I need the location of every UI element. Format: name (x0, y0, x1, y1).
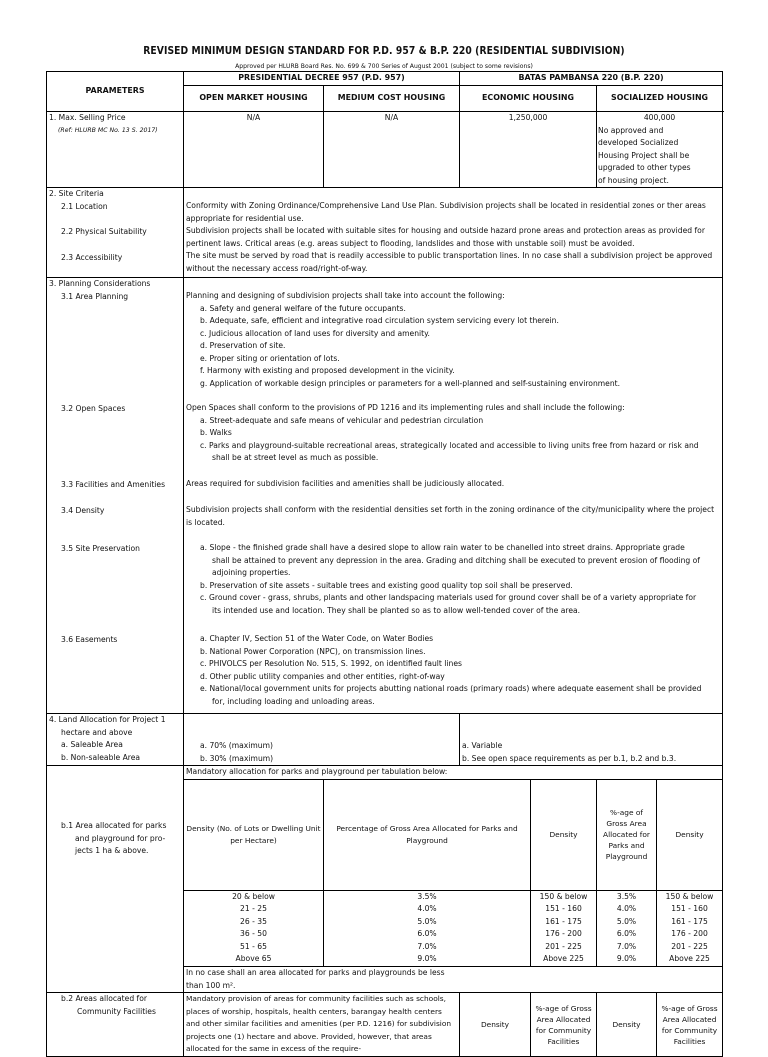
table-row: 161 - 175 (671, 916, 708, 926)
accessibility-text: The site must be served by road that is readily accessible to public transportation lines. In no case shall a subdivision project be approved without the necessary access road/right-of-way. (186, 251, 713, 273)
max-selling-price-ref: (Ref: HLURB MC No. 13 S. 2017) (58, 126, 158, 134)
open-spaces-label: 3.2 Open Spaces (61, 403, 126, 413)
b1-label-2: and playground for pro- (75, 833, 166, 843)
area-planning-item: b. Adequate, safe, efficient and integrative road circulation system servicing every lot therein. (200, 316, 559, 325)
facilities-amenities-text: Areas required for subdivision facilities and amenities shall be judiciously allocated. (186, 479, 505, 488)
pd-pct-column (324, 890, 531, 967)
table-row: 201 - 225 (671, 941, 708, 951)
area-planning-item: g. Application of workable design principles or parameters for a well-planned and self-sustaining environment. (200, 378, 621, 388)
table-row: 20 & below (232, 891, 275, 901)
non-saleable-area-label: b. Non-saleable Area (61, 752, 141, 762)
table-row: 6.0% (616, 929, 637, 939)
saleable-area-label: a. Saleable Area (61, 740, 123, 749)
table-row: 176 - 200 (545, 929, 582, 939)
max-selling-price-label: 1. Max. Selling Price (49, 113, 126, 122)
row-site-criteria (47, 188, 723, 278)
site-preservation-item: a. Slope - the finished grade shall have a desired slope to allow rain water to be chanelled into street drains. Appropriate grade (200, 543, 685, 552)
table-row: Above 225 (543, 954, 584, 964)
open-spaces-item: shall be at street level as much as possible. (212, 453, 379, 462)
open-spaces-item: b. Walks (200, 428, 232, 437)
b1-label-3: jects 1 ha & above. (75, 846, 149, 855)
header-socialized: SOCIALIZED HOUSING (597, 86, 723, 112)
land-allocation-label: 4. Land Allocation for Project 1 (49, 715, 166, 724)
th-pct-cf-socialized: %-age of Gross Area Allocated for Community Facilities (657, 993, 723, 1057)
no-case-note: In no case shall an area allocated for parks and playgrounds be less than 100 m². (184, 967, 460, 993)
row-community-facilities (47, 993, 723, 1057)
economic-price: 1,250,000 (460, 112, 597, 188)
standards-table (46, 71, 723, 1057)
table-row: 7.0% (417, 941, 437, 951)
table-row: 36 - 50 (240, 929, 267, 939)
area-planning-item: f. Harmony with existing and proposed development in the vicinity. (200, 366, 455, 375)
economic-pct-column (597, 890, 657, 967)
easements-item: c. PHIVOLCS per Resolution No. 515, S. 1992, on identified fault lines (200, 659, 462, 668)
th-density-cf-socialized: Density (597, 993, 657, 1057)
density-text: Subdivision projects shall conform with the residential densities set forth in the zoning ordinance of the city/municipality where the project is located. (186, 505, 715, 527)
bp-saleable: a. Variable (462, 741, 503, 750)
th-pct-parks-pd: Percentage of Gross Area Allocated for Parks and Playground (324, 779, 531, 890)
site-preservation-item: b. Preservation of site assets - suitable trees and existing good quality top soil shall be preserved. (200, 580, 573, 590)
site-preservation-item: shall be attained to prevent any depression in the area. Grading and ditching shall be executed to prevent erosion of flooding of (212, 555, 700, 565)
socialized-note: No approved and developed Socialized Housing Project shall be upgraded to other types of housing project. (598, 125, 691, 185)
easements-item: b. National Power Corporation (NPC), on transmission lines. (200, 646, 426, 656)
document-title: REVISED MINIMUM DESIGN STANDARD FOR P.D. 957 & B.P. 220 (RESIDENTIAL SUBDIVISION) (143, 46, 625, 57)
economic-density-column (531, 890, 597, 967)
th-density-socialized: Density (657, 779, 723, 890)
document-subtitle: Approved per HLURB Board Res. No. 699 & 700 Series of August 2001 (subject to some revisions) (235, 63, 533, 70)
easements-item: d. Other public utility companies and other entities, right-of-way (200, 671, 445, 681)
site-preservation-item: c. Ground cover - grass, shrubs, plants and other landspacing materials used for ground cover shall be of a variety appropriate for (200, 593, 697, 602)
header-medium-cost: MEDIUM COST HOUSING (324, 86, 460, 112)
area-planning-item: c. Judicious allocation of land uses for diversity and amenity. (200, 328, 430, 338)
b1-label: b.1 Area allocated for parks (61, 821, 167, 830)
density-label: 3.4 Density (61, 505, 105, 515)
site-preservation-label: 3.5 Site Preservation (61, 543, 140, 553)
site-criteria-label: 2. Site Criteria (49, 189, 104, 198)
area-planning-item: a. Safety and general welfare of the future occupants. (200, 303, 406, 313)
table-row: 7.0% (616, 941, 637, 951)
table-row: 201 - 225 (545, 941, 582, 951)
open-spaces-intro: Open Spaces shall conform to the provisions of PD 1216 and its implementing rules and shall include the following: (186, 403, 625, 412)
th-pct-parks-economic: %-age of Gross Area Allocated for Parks and Playground (597, 779, 657, 890)
open-spaces-item: c. Parks and playground-suitable recreational areas, strategically located and accessible to living units free from hazard or risk and (200, 440, 699, 450)
site-preservation-item: adjoining properties. (212, 568, 291, 577)
th-density-cf-economic: Density (460, 993, 531, 1057)
table-row: 3.5% (616, 891, 637, 901)
table-row: 5.0% (616, 916, 637, 926)
table-row: 9.0% (417, 954, 437, 964)
table-row: 21 - 25 (240, 904, 267, 914)
mandatory-allocation-text: Mandatory allocation for parks and playground per tabulation below: (184, 766, 723, 780)
pd-non-saleable: b. 30% (maximum) (200, 753, 274, 763)
planning-considerations-label: 3. Planning Considerations (49, 279, 151, 288)
land-allocation-label-2: hectare and above (61, 727, 133, 737)
site-preservation-item: its intended use and location. They shall be planted so as to allow well-tended cover of the area. (212, 605, 581, 615)
table-row: 150 & below (665, 891, 714, 901)
area-planning-intro: Planning and designing of subdivision projects shall take into account the following: (186, 291, 505, 300)
b2-label-2: Community Facilities (77, 1006, 156, 1016)
table-row: 51 - 65 (240, 941, 267, 951)
easements-item: a. Chapter IV, Section 51 of the Water Code, on Water Bodies (200, 634, 434, 643)
medium-cost-price: N/A (324, 112, 460, 188)
area-planning-item: d. Preservation of site. (200, 341, 286, 350)
location-label: 2.1 Location (61, 201, 108, 211)
th-density-pd: Density (No. of Lots or Dwelling Unit per Hectare) (184, 779, 324, 890)
area-planning-item: e. Proper siting or orientation of lots. (200, 353, 340, 363)
pd-density-column (184, 890, 324, 967)
open-spaces-item: a. Street-adequate and safe means of vehicular and pedestrian circulation (200, 415, 484, 425)
easements-label: 3.6 Easements (61, 634, 118, 644)
header-pd957: PRESIDENTIAL DECREE 957 (P.D. 957) (184, 72, 460, 86)
table-row: 26 - 35 (240, 916, 267, 926)
table-row: 4.0% (417, 904, 437, 914)
b2-label: b.2 Areas allocated for (61, 994, 147, 1004)
open-market-price: N/A (184, 112, 324, 188)
area-planning-label: 3.1 Area Planning (61, 291, 129, 301)
table-row: 5.0% (417, 916, 437, 926)
row-planning-considerations (47, 278, 723, 714)
socialized-density-column (657, 890, 723, 967)
table-row: Above 65 (235, 954, 272, 964)
easements-item: e. National/local government units for projects abutting national roads (primary roads) where adequate easement shall be provided (200, 684, 702, 693)
th-density-economic: Density (531, 779, 597, 890)
table-row: 150 & below (539, 891, 588, 901)
table-row: 4.0% (616, 904, 637, 914)
physical-suitability-label: 2.2 Physical Suitability (61, 227, 147, 236)
th-pct-cf-economic: %-age of Gross Area Allocated for Community Facilities (531, 993, 597, 1057)
header-open-market: OPEN MARKET HOUSING (184, 86, 324, 112)
location-text: Conformity with Zoning Ordinance/Comprehensive Land Use Plan. Subdivision projects shall be located in residential zones or ther areas appropriate for residential use. (186, 201, 706, 223)
physical-suitability-text: Subdivision projects shall be located with suitable sites for housing and outside hazard prone areas and protection areas as provided for pertinent laws. Critical areas (e.g. areas subject to flooding, landslides and those with unstable soil) must be avoided. (186, 226, 705, 248)
accessibility-label: 2.3 Accessibility (61, 252, 123, 262)
table-row: 161 - 175 (545, 916, 582, 926)
header-bp220: BATAS PAMBANSA 220 (B.P. 220) (460, 72, 723, 86)
header-parameters: PARAMETERS (47, 72, 184, 112)
row-land-allocation (47, 714, 723, 766)
table-row: 151 - 160 (545, 904, 582, 914)
table-row: 3.5% (417, 891, 437, 901)
community-facilities-text: Mandatory provision of areas for community facilities such as schools, places of worship, hospitals, health centers, barangay health centers and other similar facilities and amenities (per P.D. 1216) for subdivision projects one (1) hectare and above. Provided, however, that areas allocated for the same in excess of the require- (184, 993, 460, 1057)
socialized-price: 400,000 (643, 113, 676, 122)
easements-item: for, including loading and unloading areas. (212, 696, 375, 706)
row-max-selling-price (47, 112, 723, 188)
table-row: 9.0% (616, 954, 637, 964)
pd-saleable: a. 70% (maximum) (200, 741, 273, 750)
table-row: 6.0% (417, 929, 437, 939)
table-row: 176 - 200 (671, 929, 708, 939)
header-economic: ECONOMIC HOUSING (460, 86, 597, 112)
table-row: 151 - 160 (671, 904, 708, 914)
facilities-amenities-label: 3.3 Facilities and Amenities (61, 479, 166, 489)
bp-non-saleable: b. See open space requirements as per b.1, b.2 and b.3. (462, 753, 677, 763)
table-row: Above 225 (669, 954, 710, 964)
